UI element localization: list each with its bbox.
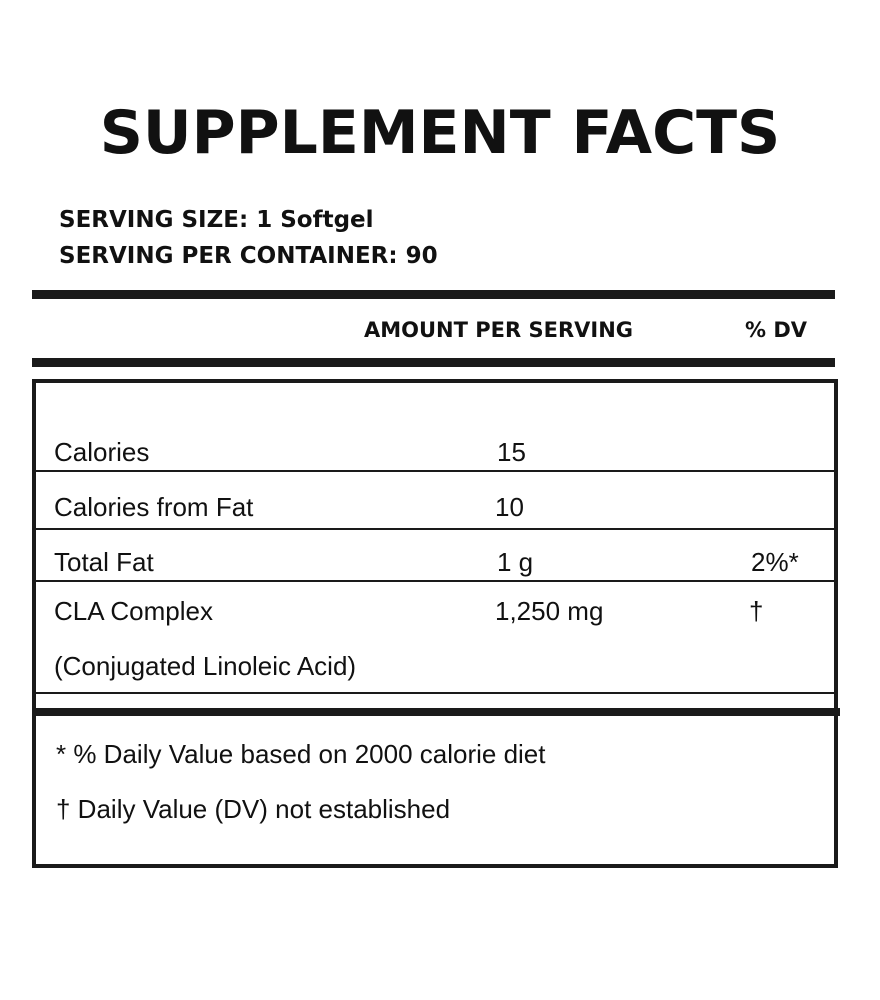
nutrient-name: Total Fat bbox=[54, 547, 154, 577]
nutrient-amount: 1 g bbox=[497, 547, 534, 577]
serving-size: SERVING SIZE: 1 Softgel bbox=[59, 207, 374, 233]
header-bottom-rule bbox=[32, 358, 835, 367]
servings-per-container: SERVING PER CONTAINER: 90 bbox=[59, 243, 438, 269]
amount-column-header: AMOUNT PER SERVING bbox=[364, 318, 634, 342]
nutrient-dv: † bbox=[749, 596, 764, 626]
page-title: SUPPLEMENT FACTS bbox=[99, 98, 781, 168]
nutrient-amount: 15 bbox=[497, 437, 526, 467]
nutrient-subname: (Conjugated Linoleic Acid) bbox=[54, 651, 357, 681]
nutrient-dv: 2%* bbox=[751, 547, 799, 577]
nutrient-amount: 10 bbox=[495, 492, 524, 522]
row-divider bbox=[36, 528, 834, 530]
nutrient-name: Calories from Fat bbox=[54, 492, 254, 522]
footnote-dv-not-established: † Daily Value (DV) not established bbox=[56, 794, 451, 824]
footnote-box bbox=[32, 712, 838, 868]
nutrient-table bbox=[32, 379, 838, 714]
row-divider bbox=[36, 692, 834, 694]
nutrient-amount: 1,250 mg bbox=[495, 596, 604, 626]
row-divider bbox=[36, 470, 834, 472]
dv-column-header: % DV bbox=[745, 318, 808, 342]
nutrient-name: CLA Complex bbox=[54, 596, 213, 626]
footnote-daily-value: * % Daily Value based on 2000 calorie diet bbox=[56, 739, 546, 769]
header-top-rule bbox=[32, 290, 835, 299]
nutrient-name: Calories bbox=[54, 437, 150, 467]
row-divider bbox=[36, 580, 834, 582]
